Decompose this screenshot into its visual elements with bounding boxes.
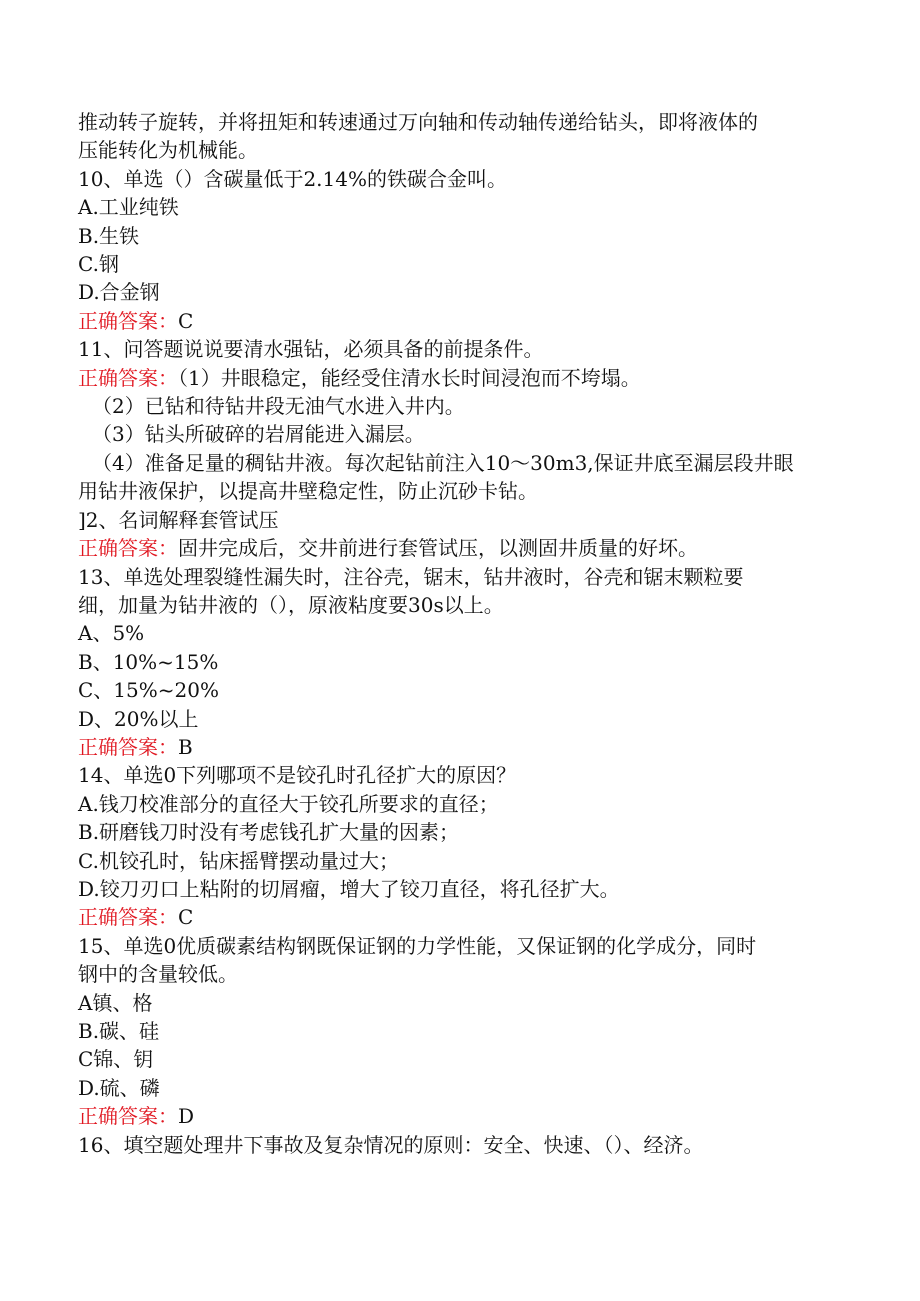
answer-line [78, 364, 838, 392]
text-line: ]2、名词解释套管试压 [78, 507, 279, 532]
answer-text: D [178, 1104, 195, 1129]
indented-text-line: （3）钻头所破碎的岩屑能进入漏层。 [92, 422, 425, 447]
answer-text: C [178, 308, 194, 333]
text-line: B.生铁 [78, 223, 140, 248]
answer-label: 正确答案： [78, 734, 178, 759]
indented-text-line: （2）已钻和待钻井段无油气水进入井内。 [92, 394, 465, 419]
text-line: A.工业纯铁 [78, 195, 179, 220]
answer-label: 正确答案： [78, 1104, 178, 1129]
answer-label: 正确答案： [78, 308, 178, 333]
text-line: 钢中的含量较低。 [78, 962, 238, 987]
answer-line [78, 307, 838, 335]
answer-label: 正确答案： [78, 905, 178, 930]
text-line: 15、单选0优质碳素结构钢既保证钢的力学性能，又保证钢的化学成分，同时 [78, 933, 757, 958]
answer-text: B [178, 734, 193, 759]
text-line: D.硫、磷 [78, 1075, 160, 1100]
answer-line [78, 733, 838, 761]
text-line: B.碳、硅 [78, 1019, 160, 1043]
answer-text: 固井完成后，交井前进行套管试压，以测固井质量的好坏。 [178, 536, 698, 561]
text-line: D、20%以上 [78, 706, 199, 731]
text-line: D.合金钢 [78, 280, 160, 305]
answer-text: C [178, 905, 194, 930]
answer-line [78, 534, 838, 562]
text-line: 推动转子旋转，并将扭矩和转速通过万向轴和传动轴传递给钻头，即将液体的 [78, 110, 758, 134]
text-line: A.钱刀校准部分的直径大于铰孔所要求的直径； [78, 791, 499, 816]
answer-label: 正确答案： [78, 536, 178, 561]
text-line: B.研磨钱刀时没有考虑钱孔扩大量的因素； [78, 820, 460, 845]
indented-text-line: （4）准备足量的稠钻井液。每次起钻前注入10～30m3,保证井底至漏层段井眼 [92, 450, 794, 475]
answer-line [78, 1102, 838, 1130]
answer-text: （1）井眼稳定，能经受住清水长时间浸泡而不垮塌。 [178, 365, 641, 390]
text-line: A、5% [78, 621, 145, 646]
text-line: A镇、格 [78, 990, 153, 1015]
text-line: 11、问答题说说要清水强钻，必须具备的前提条件。 [78, 337, 544, 362]
text-line: 细，加量为钻井液的（），原液粘度要30s以上。 [78, 592, 504, 617]
text-line: 用钻井液保护，以提高井壁稳定性，防止沉砂卡钻。 [78, 479, 538, 504]
answer-label: 正确答案： [78, 365, 178, 390]
text-line: 10、单选（）含碳量低于2.14%的铁碳合金叫。 [78, 166, 507, 191]
text-line: B、10%~15% [78, 649, 219, 674]
document-body [78, 108, 838, 1159]
text-line: C、15%~20% [78, 678, 219, 703]
text-line: C锦、钥 [78, 1047, 154, 1072]
text-line: 压能转化为机械能。 [78, 138, 258, 163]
text-line: 16、填空题处理井下事故及复杂情况的原则：安全、快速、（）、经济。 [78, 1132, 704, 1157]
text-line: 13、单选处理裂缝性漏失时，注谷壳，锯末，钻井液时，谷壳和锯末颗粒要 [78, 564, 744, 589]
text-line: C.机铰孔时，钻床摇臂摆动量过大； [78, 848, 399, 873]
text-line: 14、单选0下列哪项不是铰孔时孔径扩大的原因？ [78, 763, 517, 788]
text-line: D.铰刀刃口上粘附的切屑瘤，增大了铰刀直径，将孔径扩大。 [78, 876, 620, 901]
answer-line [78, 903, 838, 931]
text-line: C.钢 [78, 252, 119, 277]
